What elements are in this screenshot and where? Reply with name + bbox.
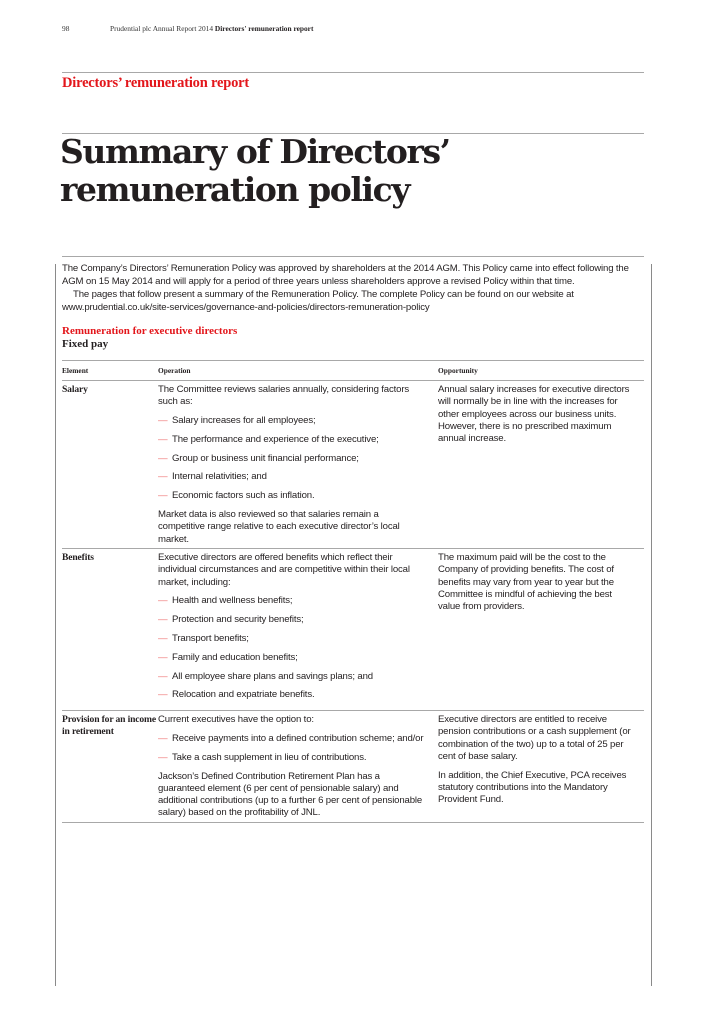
- operation-cell: [158, 548, 438, 710]
- list-item-text: Family and education benefits;: [172, 651, 298, 663]
- dash-bullet-icon: —: [158, 651, 168, 663]
- column-header-opportunity: Opportunity: [438, 361, 644, 381]
- list-item: [158, 633, 426, 645]
- operation-bullet-list: [158, 415, 426, 502]
- opportunity-text: The maximum paid will be the cost to the Company of providing benefits. The cost of benefits may vary from year to year but the Committee is mindful of achieving the best value from providers.: [438, 551, 614, 613]
- list-item: [158, 490, 426, 502]
- page-number: 98: [62, 24, 70, 33]
- list-item: [158, 415, 426, 427]
- column-header-operation: Operation: [158, 361, 438, 381]
- operation-intro: Executive directors are offered benefits which reflect their individual circumstances and are competitive within their local market, including:: [158, 551, 410, 588]
- list-item-text: Economic factors such as inflation.: [172, 490, 315, 502]
- right-margin-line: [651, 264, 652, 986]
- page-title: [60, 133, 450, 209]
- element-cell: Benefits: [62, 548, 158, 710]
- operation-intro: Current executives have the option to:: [158, 714, 314, 726]
- opportunity-cell: [438, 711, 644, 823]
- list-item-text: Take a cash supplement in lieu of contributions.: [172, 751, 367, 763]
- intro-text: [62, 262, 647, 314]
- publication-name: Prudential plc Annual Report 2014: [110, 24, 214, 33]
- operation-bullet-list: [158, 733, 426, 764]
- dash-bullet-icon: —: [158, 689, 168, 701]
- opportunity-text: Annual salary increases for executive directors will normally be in line with the increases for other employees across our business units. However, there is no prescribed maximum annual increase.: [438, 384, 630, 445]
- element-cell: Salary: [62, 381, 158, 549]
- dash-bullet-icon: —: [158, 415, 168, 427]
- intro-paragraph-2: The pages that follow present a summary of the Remuneration Policy. The complete Policy can be found on our website at: [73, 289, 574, 300]
- table-row-salary: [62, 381, 644, 549]
- table-row-benefits: [62, 548, 644, 710]
- opportunity-text: Executive directors are entitled to receive pension contributions or a cash supplement (or combination of the two) up to a total of 25 per cent of base salary.: [438, 714, 631, 763]
- opportunity-cell: [438, 381, 644, 549]
- page-title-line1: Summary of Directors’: [60, 132, 450, 171]
- subheading-executive-directors: Remuneration for executive directors: [62, 325, 238, 337]
- list-item-text: Relocation and expatriate benefits.: [172, 689, 315, 701]
- list-item: [158, 689, 426, 701]
- left-margin-line: [55, 264, 56, 986]
- dash-bullet-icon: —: [158, 471, 168, 483]
- list-item: [158, 652, 426, 664]
- intro-rule: [62, 256, 644, 257]
- operation-bullet-list: [158, 595, 426, 701]
- list-item: [158, 434, 426, 446]
- dash-bullet-icon: —: [158, 751, 168, 763]
- dash-bullet-icon: —: [158, 614, 168, 626]
- table-row-retirement: [62, 711, 644, 823]
- list-item-text: Protection and security benefits;: [172, 614, 304, 626]
- operation-outro: Market data is also reviewed so that salaries remain a competitive range relative to each executive director’s local market.: [158, 509, 400, 545]
- opportunity-text: In addition, the Chief Executive, PCA receives statutory contributions into the Mandatory Provident Fund.: [438, 769, 627, 806]
- dash-bullet-icon: —: [158, 732, 168, 744]
- list-item-text: Salary increases for all employees;: [172, 415, 316, 427]
- list-item: [158, 733, 426, 745]
- dash-bullet-icon: —: [158, 595, 168, 607]
- running-head-text: [110, 24, 313, 33]
- dash-bullet-icon: —: [158, 452, 168, 464]
- list-item: [158, 453, 426, 465]
- fixed-pay-table: [62, 360, 644, 823]
- dash-bullet-icon: —: [158, 670, 168, 682]
- list-item-text: Transport benefits;: [172, 632, 249, 644]
- list-item-text: Group or business unit financial performance;: [172, 452, 359, 464]
- list-item-text: Health and wellness benefits;: [172, 595, 293, 607]
- list-item: [158, 752, 426, 764]
- operation-intro: The Committee reviews salaries annually, considering factors such as:: [158, 384, 410, 408]
- list-item: [158, 471, 426, 483]
- list-item: [158, 595, 426, 607]
- dash-bullet-icon: —: [158, 632, 168, 644]
- list-item: [158, 671, 426, 683]
- running-head-section: Directors' remuneration report: [214, 24, 314, 33]
- list-item-text: All employee share plans and savings plans; and: [172, 670, 373, 682]
- list-item-text: The performance and experience of the executive;: [172, 433, 379, 445]
- list-item-text: Internal relativities; and: [172, 471, 267, 483]
- subheading-fixed-pay: Fixed pay: [62, 338, 109, 350]
- opportunity-cell: [438, 548, 644, 710]
- element-cell: Provision for an income in retirement: [62, 711, 158, 823]
- table-header-row: [62, 361, 644, 381]
- page-title-line2: remuneration policy: [60, 170, 410, 209]
- dash-bullet-icon: —: [158, 433, 168, 445]
- section-label: Directors’ remuneration report: [62, 75, 250, 91]
- policy-url-link[interactable]: www.prudential.co.uk/site-services/governance-and-policies/directors-remuneration-policy: [62, 302, 430, 313]
- list-item: [158, 614, 426, 626]
- list-item-text: Receive payments into a defined contribution scheme; and/or: [172, 732, 424, 744]
- operation-cell: [158, 381, 438, 549]
- operation-outro: Jackson’s Defined Contribution Retirement Plan has a guaranteed element (6 per cent of pensionable salary) and additional contributions (up to a further 6 per cent of pensionable salary) based on the profitability of JNL.: [158, 770, 423, 819]
- top-rule: [62, 72, 644, 73]
- dash-bullet-icon: —: [158, 490, 168, 502]
- intro-paragraph-1: The Company’s Directors’ Remuneration Policy was approved by shareholders at the 2014 AGM. This Policy came into effect following the AGM on 15 May 2014 and will apply for a period of three years unless shareholders approve a revised Policy within that time.: [62, 263, 629, 287]
- column-header-element: Element: [62, 361, 158, 381]
- operation-cell: [158, 711, 438, 823]
